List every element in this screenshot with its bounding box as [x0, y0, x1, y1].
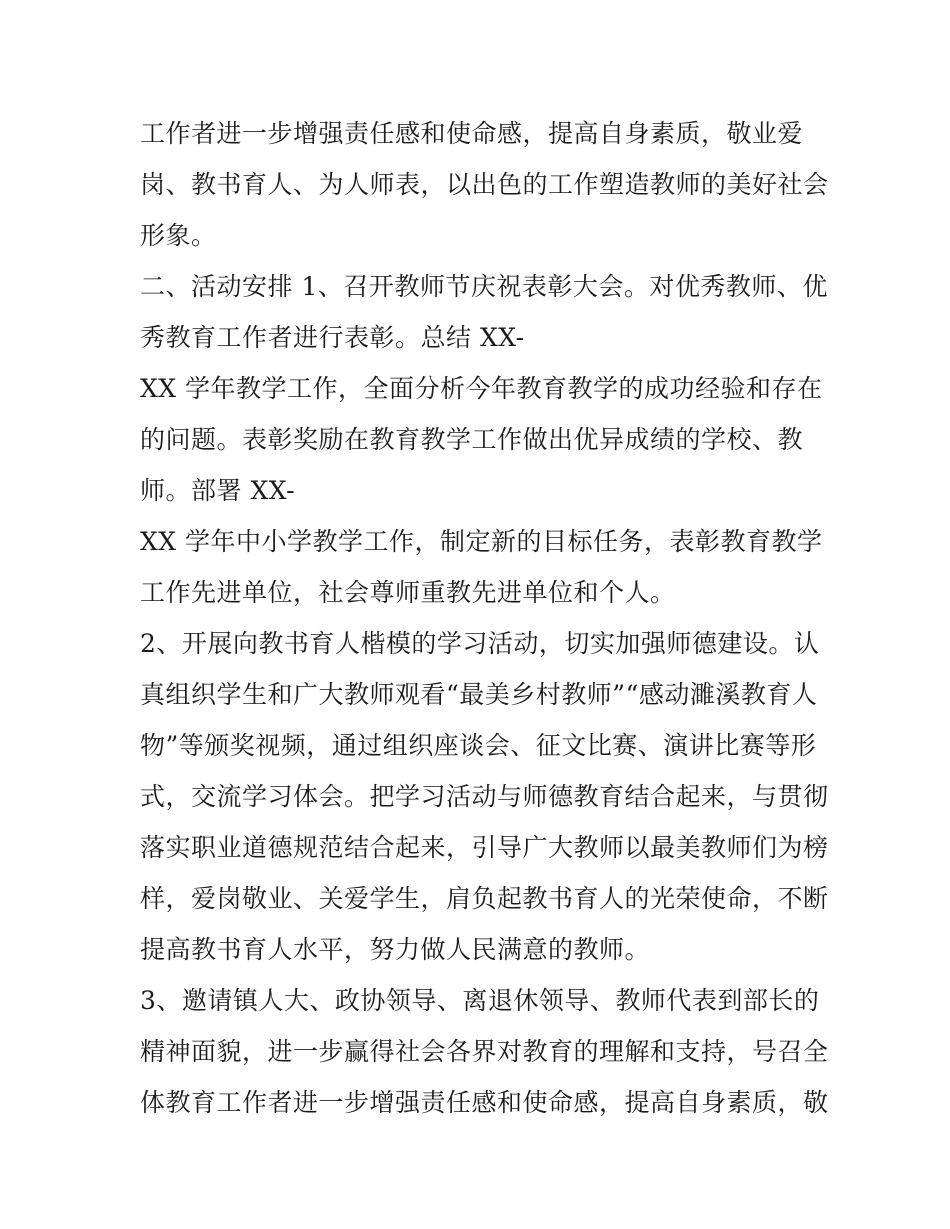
text-line: 3、邀请镇人大、政协领导、离退休领导、教师代表到部长的 — [140, 986, 820, 1015]
text-line: 真组织学生和广大教师观看“最美乡村教师”“感动濉溪教育人 — [140, 680, 818, 709]
text-line: 二、活动安排 1、召开教师节庆祝表彰大会。对优秀教师、优 — [140, 272, 828, 301]
text-line: XX 学年中小学教学工作，制定新的目标任务，表彰教育教学 — [140, 527, 823, 556]
text-line: 形象。 — [140, 221, 217, 250]
text-line: 式，交流学习体会。把学习活动与师德教育结合起来，与贯彻 — [140, 782, 829, 811]
text-line: 工作先进单位，社会尊师重教先进单位和个人。 — [140, 578, 676, 607]
document-body — [140, 108, 829, 1128]
text-line: 落实职业道德规范结合起来，引导广大教师以最美教师们为榜 — [140, 833, 829, 862]
text-line: 秀教育工作者进行表彰。总结 XX- — [140, 323, 525, 352]
text-line: 体教育工作者进一步增强责任感和使命感，提高自身素质，敬 — [140, 1088, 829, 1117]
text-line: 岗、教书育人、为人师表，以出色的工作塑造教师的美好社会 — [140, 170, 829, 199]
text-line: 提高教书育人水平，努力做人民满意的教师。 — [140, 935, 651, 964]
text-line: 样，爱岗敬业、关爱学生，肩负起教书育人的光荣使命，不断 — [140, 884, 829, 913]
text-line: 师。部署 XX- — [140, 476, 296, 505]
text-line: XX 学年教学工作，全面分析今年教育教学的成功经验和存在 — [140, 374, 823, 403]
text-line: 精神面貌，进一步赢得社会各界对教育的理解和支持，号召全 — [140, 1037, 829, 1066]
text-line: 的问题。表彰奖励在教育教学工作做出优异成绩的学校、教 — [140, 425, 804, 454]
text-line: 2、开展向教书育人楷模的学习活动，切实加强师德建设。认 — [140, 629, 820, 658]
text-line: 工作者进一步增强责任感和使命感，提高自身素质，敬业爱 — [140, 119, 804, 148]
text-line: 物”等颁奖视频，通过组织座谈会、征文比赛、演讲比赛等形 — [140, 731, 817, 760]
